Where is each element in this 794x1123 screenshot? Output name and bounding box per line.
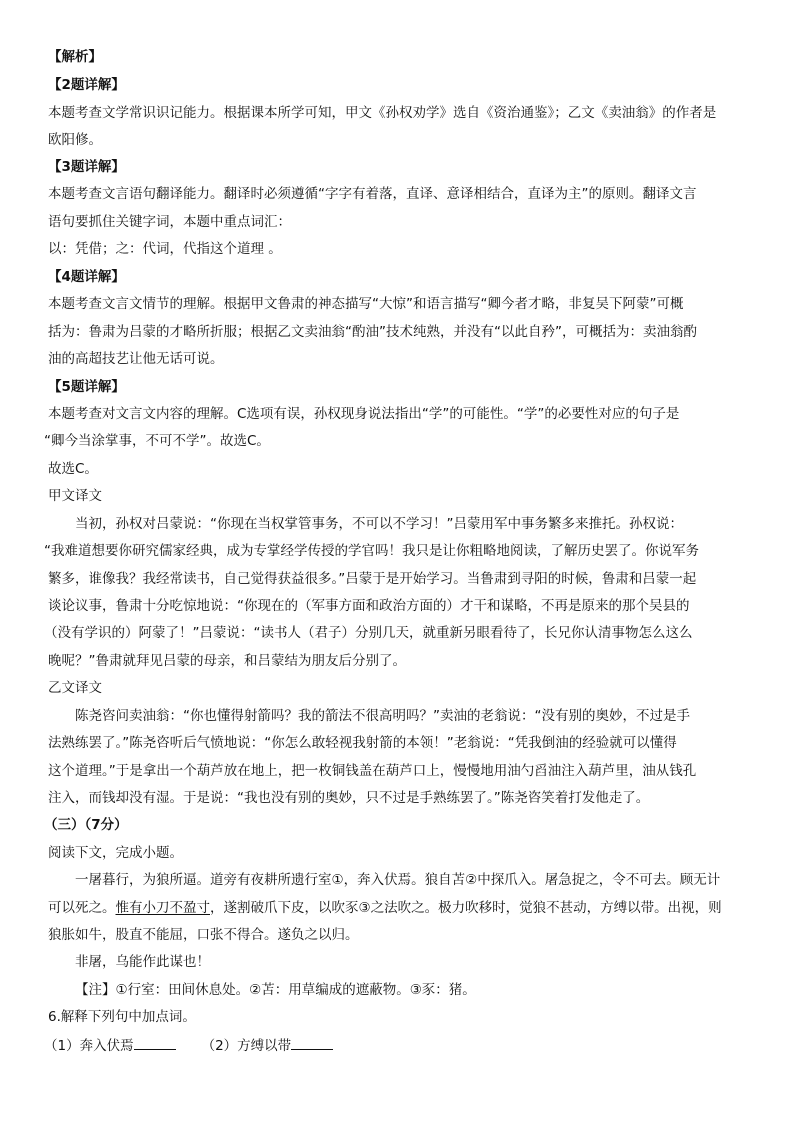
passage-fragment: 可以死之。 [48,900,116,916]
text-line: 晚呢？”鲁肃就拜见吕蒙的母亲，和吕蒙结为朋友后分别了。 [48,653,406,669]
text-line: 注入，而钱却没有湿。于是说：“我也没有别的奥妙，只不过是手熟练罢了。”陈尧咨笑着打发他走了。 [48,790,650,806]
passage-line: 一屠暮行，为狼所逼。道旁有夜耕所遗行室①，奔入伏焉。狼自苫②中探爪入。屠急捉之，令不可去。顾无计 [75,872,721,888]
passage-line [48,898,748,920]
text-line: 油的高超技艺让他无话可说。 [48,351,224,367]
text-line: 当初，孙权对吕蒙说：“你现在当权掌管事务，不可以不学习！”吕蒙用军中事务繁多来推托。孙权说： [75,516,683,532]
question-6-items [44,1035,744,1057]
passage-line: 狼胀如牛，股直不能屈，口张不得合。遂负之以归。 [48,927,359,943]
passage-line: 非屠，乌能作此谋也！ [75,954,210,970]
translation-b-heading: 乙文译文 [48,680,102,696]
q4-heading: 【4题详解】 [48,269,125,285]
answer-blank-1[interactable] [134,1035,176,1050]
analysis-heading: 【解析】 [48,49,102,65]
text-line: 陈尧咨问卖油翁：“你也懂得射箭吗？我的箭法不很高明吗？”卖油的老翁说：“没有别的奥妙，不过是手 [75,708,690,724]
item-2-label: （2）方缚以带 [201,1038,292,1054]
note-line: 【注】①行室：田间休息处。②苫：用草编成的遮蔽物。③豕：猪。 [75,982,476,998]
text-line: 法熟练罢了。”陈尧咨听后气愤地说：“你怎么敢轻视我射箭的本领！”老翁说：“凭我倒油的经验就可以懂得 [48,735,677,751]
text-line: 谈论议事，鲁肃十分吃惊地说：“你现在的（军事方面和政治方面的）才干和谋略，不再是原来的那个吴县的 [48,598,690,614]
text-line: 繁多，谁像我？我经常读书，自己觉得获益很多。”吕蒙于是开始学习。当鲁肃到寻阳的时候，鲁肃和吕蒙一起 [48,571,697,587]
q3-heading: 【3题详解】 [48,159,125,175]
instruction-line: 阅读下文，完成小题。 [48,845,183,861]
text-line: （没有学识的）阿蒙了！”吕蒙说：“读书人（君子）分别几天，就重新另眼看待了，长兄你认清事物怎么这么 [44,625,693,641]
text-line: 语句要抓住关键字词，本题中重点词汇： [48,214,291,230]
text-line: 以：凭借；之：代词，代指这个道理 。 [48,241,282,257]
translation-a-heading: 甲文译文 [48,488,102,504]
text-line: 这个道理。”于是拿出一个葫芦放在地上，把一枚铜钱盖在葫芦口上，慢慢地用油勺舀油注入葫芦里，油从钱孔 [48,763,697,779]
text-line: 本题考查文言文情节的理解。根据甲文鲁肃的神态描写“大惊”和语言描写“卿今者才略，非复吴下阿蒙”可概 [48,296,684,312]
text-line: 括为：鲁肃为吕蒙的才略所折服；根据乙文卖油翁“酌油”技术纯熟，并没有“以此自矜”，可概括为：卖油翁酌 [48,324,697,340]
text-line: 本题考查文言语句翻译能力。翻译时必须遵循“字字有着落，直译、意译相结合，直译为主”的原则。翻译文言 [48,186,697,202]
question-6: 6.解释下列句中加点词。 [48,1009,196,1025]
underlined-phrase: 惟有小刀不盈寸 [115,900,210,916]
answer-blank-2[interactable] [291,1035,333,1050]
q5-heading: 【5题详解】 [48,379,125,395]
item-1-label: （1）奔入伏焉 [44,1038,134,1054]
section-three-heading: （三）（7分） [44,817,128,833]
passage-fragment: ，遂割破爪下皮，以吹豕③之法吹之。极力吹移时，觉狼不甚动，方缚以带。出视，则 [210,900,722,916]
text-line: 欧阳修。 [48,132,102,148]
text-line: “卿今当涂掌事，不可不学”。故选C。 [44,433,270,449]
q2-heading: 【2题详解】 [48,77,125,93]
text-line: 本题考查对文言文内容的理解。C选项有误，孙权现身说法指出“学”的可能性。“学”的必要性对应的句子是 [48,406,680,422]
text-line: 本题考查文学常识识记能力。根据课本所学可知，甲文《孙权劝学》选自《资治通鉴》；乙文《卖油翁》的作者是 [48,105,717,121]
text-line: 故选C。 [48,461,98,477]
text-line: “我难道想要你研究儒家经典，成为专掌经学传授的学官吗！我只是让你粗略地阅读，了解历史罢了。你说军务 [44,543,699,559]
